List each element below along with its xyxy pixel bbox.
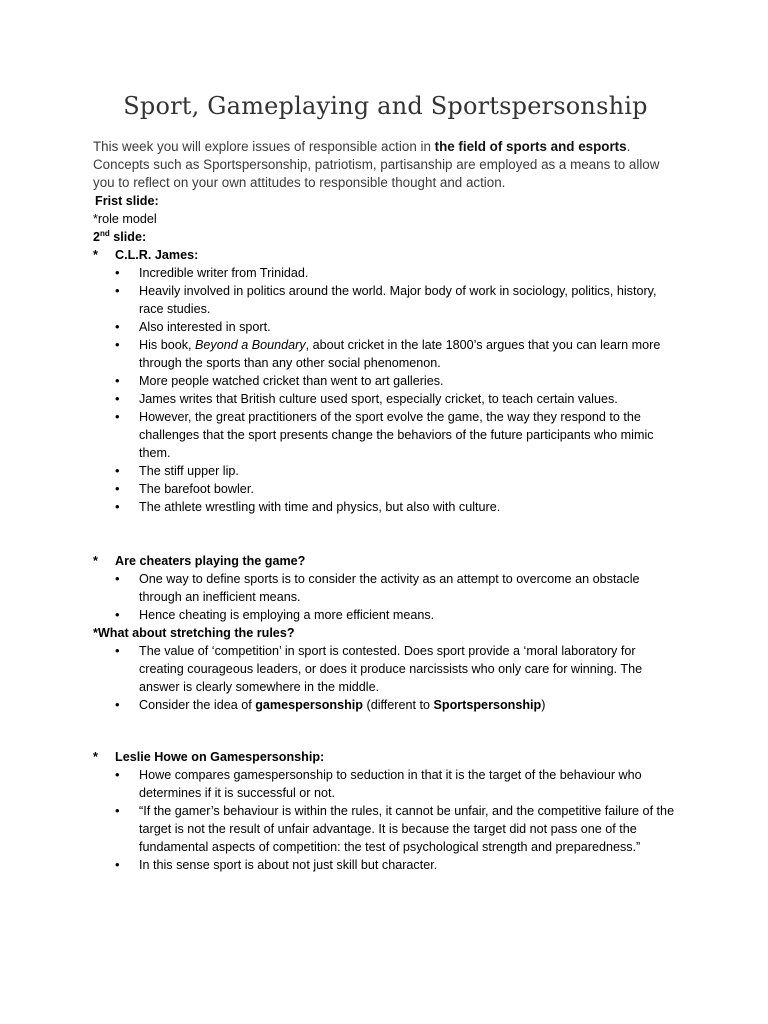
section-heading-stretching: *What about stretching the rules? xyxy=(93,626,295,640)
intro-text-post: . Concepts such as Sportspersonship, patriotism, partisanship are employed as a means to allow you to reflect on your own attitudes to responsible thought and action. xyxy=(93,139,660,190)
list-item: • Also interested in sport. xyxy=(115,319,271,334)
second-slide-sup: nd xyxy=(100,228,110,238)
bullet-icon: • xyxy=(115,337,120,352)
bullet-icon: • xyxy=(115,857,120,872)
section-heading-james xyxy=(93,246,678,264)
book-title: Beyond a Boundary xyxy=(195,338,306,352)
bullet-icon: • xyxy=(115,499,120,514)
bullet-list-howe xyxy=(93,766,678,874)
bullet-icon: • xyxy=(115,643,120,658)
list-item-consider: • Consider the idea of gamespersonship (different to Sportspersonship) xyxy=(115,697,546,712)
list-item: • One way to define sports is to consider the activity as an attempt to overcome an obstacle through an inefficient means. xyxy=(115,571,640,604)
list-item: • More people watched cricket than went to art galleries. xyxy=(115,373,444,388)
page-title: Sport, Gameplaying and Sportspersonship xyxy=(123,92,648,120)
list-item: • In this sense sport is about not just skill but character. xyxy=(115,857,438,872)
list-item: • “If the gamer’s behaviour is within the rules, it cannot be unfair, and the competitive failure of the target is not the result of unfair advantage. It is because the target did not pass one of the fundamental aspects of competition: the test of psychological strength and preparedness.” xyxy=(115,803,675,854)
bullet-icon: • xyxy=(115,373,120,388)
list-item: • James writes that British culture used sport, especially cricket, to teach certain values. xyxy=(115,391,618,406)
second-slide-rest: slide: xyxy=(109,230,147,244)
list-item-book: • His book, Beyond a Boundary, about cricket in the late 1800’s argues that you can learn more through the sports than any other social phenomenon. xyxy=(115,337,661,370)
bullet-icon: • xyxy=(115,571,120,586)
spacer xyxy=(93,516,678,552)
list-item: • The barefoot bowler. xyxy=(115,481,254,496)
asterisk-mark: * xyxy=(93,554,98,568)
list-item: • The value of ‘competition’ in sport is contested. Does sport provide a ‘moral laboratory for creating courageous leaders, or does it produce narcissists who only care for winning. The answer is clearly somewhere in the middle. xyxy=(115,643,643,694)
section-heading-howe xyxy=(93,748,678,766)
bullet-icon: • xyxy=(115,391,120,406)
bullet-list-stretching xyxy=(93,642,678,714)
list-item: • However, the great practitioners of the sport evolve the game, the way they respond to the challenges that the sport presents change the behaviors of the future participants who mimic them. xyxy=(115,409,654,460)
bullet-icon: • xyxy=(115,697,120,712)
second-slide-num: 2 xyxy=(93,230,101,244)
asterisk-mark: * xyxy=(93,750,98,764)
intro-text-pre: This week you will explore issues of responsible action in xyxy=(93,139,435,154)
list-item: • The stiff upper lip. xyxy=(115,463,239,478)
intro-text-bold: the field of sports and esports xyxy=(434,139,627,154)
section-heading-text: Leslie Howe on Gamespersonship: xyxy=(115,750,325,764)
bullet-list-james xyxy=(93,264,678,516)
list-item: • Incredible writer from Trinidad. xyxy=(115,265,309,280)
bullet-list-cheaters xyxy=(93,570,678,624)
bullet-icon: • xyxy=(115,463,120,478)
bullet-icon: • xyxy=(115,265,120,280)
bullet-icon: • xyxy=(115,767,120,782)
first-slide-item: *role model xyxy=(93,212,157,226)
section-heading-text: Are cheaters playing the game? xyxy=(115,554,306,568)
first-slide-heading: Frist slide: xyxy=(95,194,159,208)
bullet-icon: • xyxy=(115,803,120,818)
list-item: • Hence cheating is employing a more efficient means. xyxy=(115,607,435,622)
bullet-icon: • xyxy=(115,409,120,424)
spacer xyxy=(93,714,678,748)
section-heading-text: C.L.R. James: xyxy=(115,248,199,262)
list-item: • Heavily involved in politics around the world. Major body of work in sociology, politics, history, race studies. xyxy=(115,283,657,316)
section-heading-cheaters xyxy=(93,552,678,570)
bullet-icon: • xyxy=(115,607,120,622)
intro-paragraph xyxy=(93,138,678,192)
bullet-icon: • xyxy=(115,319,120,334)
bullet-icon: • xyxy=(115,283,120,298)
list-item: • Howe compares gamespersonship to seduction in that it is the target of the behaviour who determines if it is successful or not. xyxy=(115,767,642,800)
asterisk-mark: * xyxy=(93,248,98,262)
list-item: • The athlete wrestling with time and physics, but also with culture. xyxy=(115,499,501,514)
bullet-icon: • xyxy=(115,481,120,496)
notes-body xyxy=(93,192,678,874)
second-slide-heading xyxy=(93,228,678,246)
